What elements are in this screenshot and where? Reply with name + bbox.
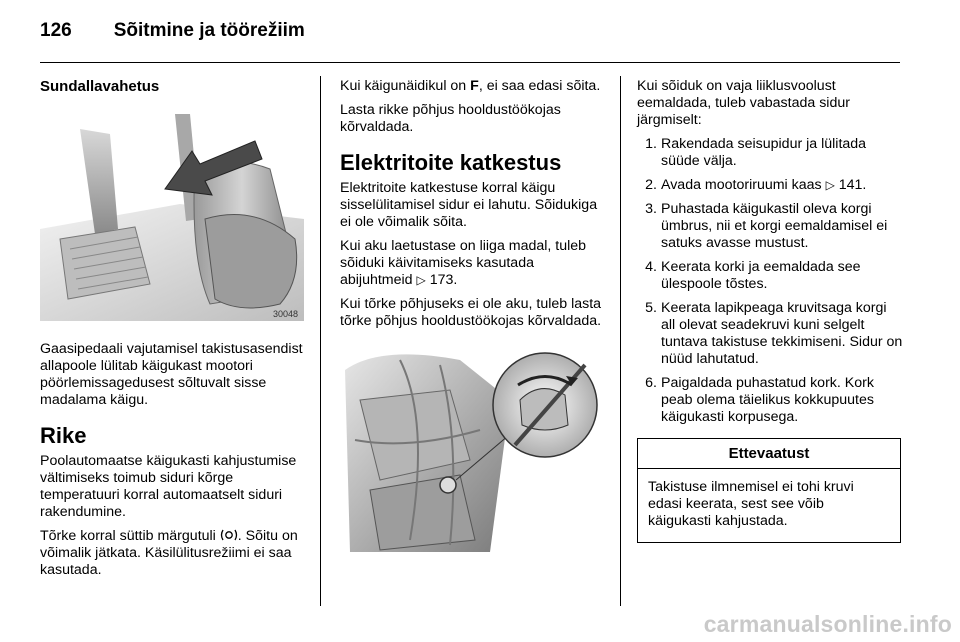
engine-illustration bbox=[340, 340, 602, 552]
heading-fault: Rike bbox=[40, 423, 87, 448]
list-item: 1. Rakendada seisupidur ja lülitada süüde välja. bbox=[645, 136, 867, 169]
warning-light-icon bbox=[220, 529, 238, 541]
paragraph: Lasta rikke põhjus hooldustöökojas kõrvaldada. bbox=[340, 102, 561, 135]
list-item: 6. Paigaldada puhastatud kork. Kork peab olema täielikus kokkupuutes käigukasti korpusega. bbox=[645, 375, 874, 425]
caution-box bbox=[637, 438, 901, 543]
column-3 bbox=[637, 78, 903, 543]
column-divider bbox=[620, 76, 621, 606]
caution-title: Ettevaatust bbox=[638, 439, 900, 469]
paragraph: Gaasipedaali vajutamisel takistusasendist allapoole lülitab käigukast mootori pöörlemissagedusest sõltuvalt sisse madalama käigu. bbox=[40, 341, 303, 408]
column-divider bbox=[320, 76, 321, 606]
paragraph: Poolautomaatse käigukasti kahjustumise vältimiseks toimub siduri kõrge temperatuuri korral automaatselt siduri rakendumine. bbox=[40, 453, 297, 520]
column-1 bbox=[40, 78, 308, 586]
column-2 bbox=[340, 78, 606, 552]
page-header bbox=[40, 20, 305, 48]
paragraph: Tõrke korral süttib märgutuli . Sõitu on võimalik jätkata. Käsilülitusrežiimi ei saa kasutada. bbox=[40, 528, 298, 578]
figure-number: 30048 bbox=[272, 309, 298, 319]
paragraph: Elektritoite katkestuse korral käigu sisselülitamisel sidur ei lahutu. Sõidukiga ei ole võimalik sõita. bbox=[340, 180, 598, 230]
page-reference[interactable]: 173 bbox=[429, 272, 454, 288]
paragraph: Kui tõrke põhjuseks ei ole aku, tuleb lasta tõrke põhjus hooldustöökojas kõrvaldada. bbox=[340, 296, 602, 329]
paragraph: Kui aku laetustase on liiga madal, tuleb sõiduki käivitamiseks kasutada abijuhtmeid ▷ 173. bbox=[340, 238, 587, 288]
list-item: 3. Puhastada käigukastil oleva korgi ümbrus, nii et korgi eemaldamisel ei satuks avasse mustust. bbox=[645, 201, 888, 251]
steps-list bbox=[637, 136, 903, 426]
section-title-kickdown: Sundallavahetus bbox=[40, 78, 160, 95]
paragraph: Kui sõiduk on vaja liiklusvoolust eemaldada, tuleb vabastada sidur järgmiselt: bbox=[637, 78, 850, 128]
pedal-illustration bbox=[40, 109, 304, 321]
caution-text: Takistuse ilmnemisel ei tohi kruvi edasi keerata, sest see võib käigukasti kahjustada. bbox=[648, 479, 854, 529]
paragraph: Kui käigunäidikul on F, ei saa edasi sõita. bbox=[340, 78, 601, 94]
header-rule bbox=[40, 62, 900, 63]
page-number: 126 bbox=[40, 20, 72, 41]
page-reference[interactable]: 141 bbox=[838, 177, 863, 193]
pedal-drawing bbox=[40, 109, 304, 321]
page-reference-icon: ▷ bbox=[416, 273, 426, 287]
list-item: 5. Keerata lapikpeaga kruvitsaga korgi all olevat seadekruvi kuni selgelt tuntava takistuse tekkimiseni. Sidur on nüüd lahutatud. bbox=[645, 300, 903, 367]
list-item: 2. Avada mootoriruumi kaas ▷ 141. bbox=[645, 177, 867, 193]
engine-drawing bbox=[340, 340, 602, 552]
chapter-title: Sõitmine ja töörežiim bbox=[113, 20, 305, 41]
list-item: 4. Keerata korki ja eemaldada see ülespoole tõstes. bbox=[645, 259, 861, 292]
heading-power-failure: Elektritoite katkestus bbox=[340, 150, 562, 175]
watermark: carmanualsonline.info bbox=[703, 611, 952, 637]
page-reference-icon: ▷ bbox=[825, 178, 835, 192]
